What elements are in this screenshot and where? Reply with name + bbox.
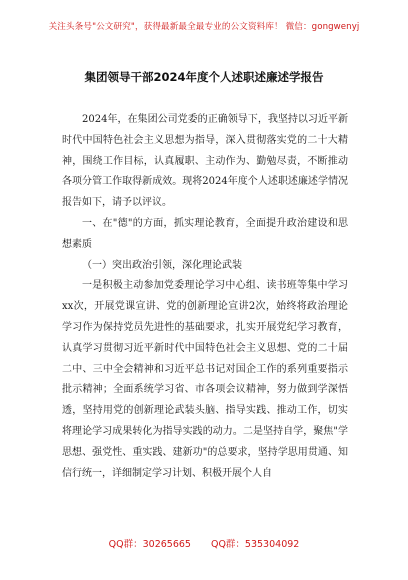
footer-qq-group-1: QQ群：30265665 [108,539,191,550]
sub-heading-1: （一）突出政治引领，深化理论武装 [82,259,242,271]
footer-qq-group-2: QQ群：535304092 [210,539,300,550]
document-body [62,110,348,484]
section-heading-1: 一、在"德"的方面，抓实理论教育，全面提升政治建设和思想素质 [62,217,348,250]
document-title: 集团领导干部2024年度个人述职述廉述学报告 [84,70,324,84]
intro-paragraph: 2024年，在集团公司党委的正确领导下，我坚持以习近平新时代中国特色社会主义思想为指导，深入贯彻落实党的二十大精神，围绕工作目标，认真履职、主动作为、勤勉尽责，不断推动各项分管工作取得新成效。现将2024年度个人述职述廉述学情况报告如下，请予以评议。 [62,114,348,209]
footer-contact [0,536,408,550]
promo-banner: 关注头条号"公文研究"，获得最新最全最专业的公文资料库！ 微信：gongwenyj [48,22,360,32]
body-paragraph-1: 一是积极主动参加党委理论学习中心组、读书班等集中学习xx次，开展党课宣讲、党的创新理论宣讲2次，始终将政治理论学习作为保持党员先进性的基础要求，扎实开展党纪学习教育，认真学习贯彻习近平新时代中国特色社会主义思想、党的二十届二中、三中全会精神和习近平总书记对国企工作的系列重要指示批示精神；全面系统学习省、市各项会议精神，努力做到学深悟透，坚持用党的创新理论武装头脑、指导实践、推动工作，切实将理论学习成果转化为指导实践的动力。二是坚持自学，聚焦"学思想、强党性、重实践、建新功"的总要求，坚持学思用贯通、知信行统一，详细制定学习计划、积极开展个人自 [62,280,348,479]
